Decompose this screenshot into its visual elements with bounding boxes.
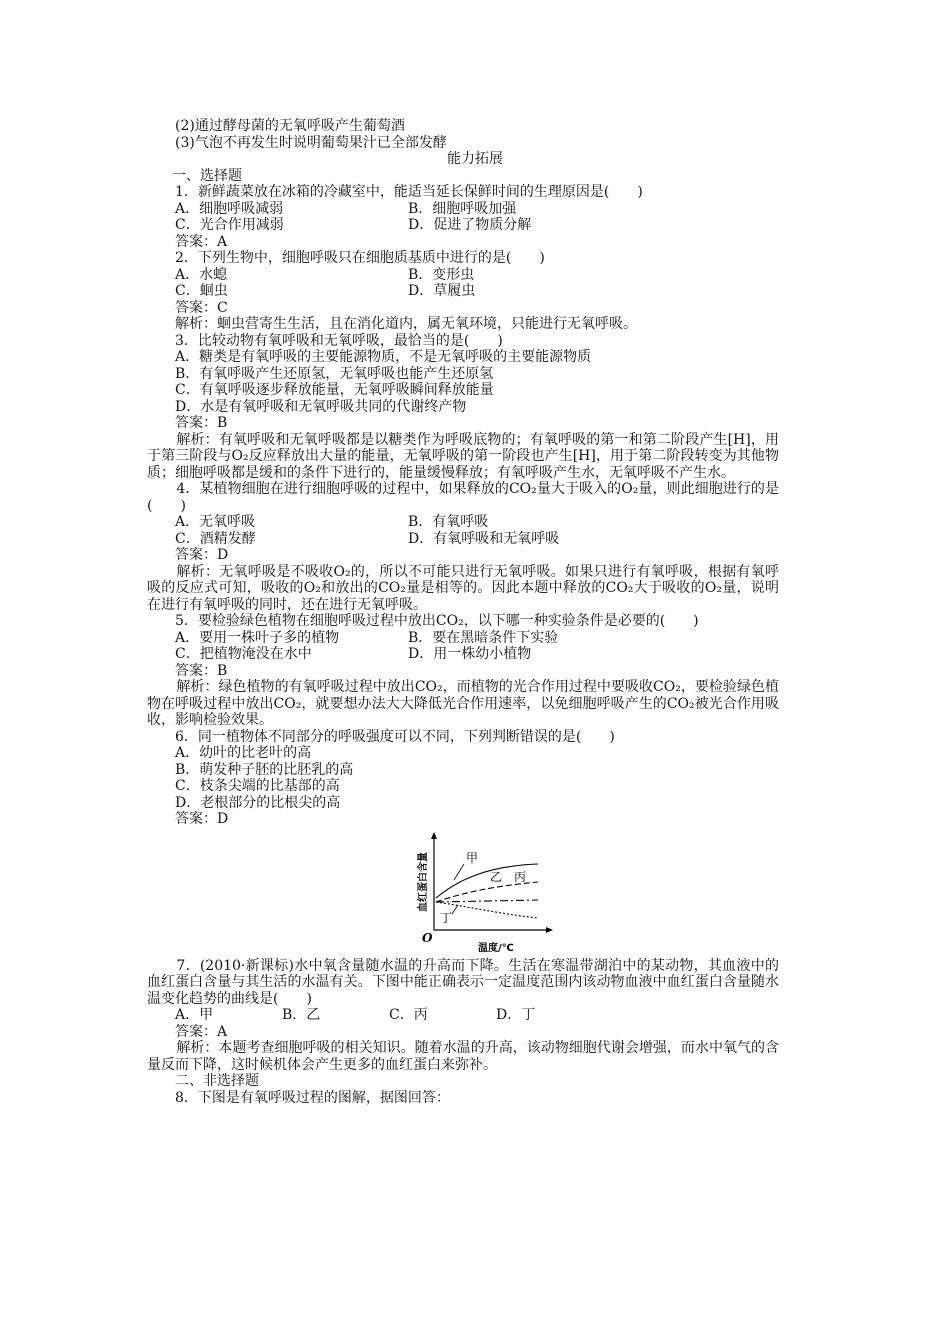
analysis: 解析：绿色植物的有氧呼吸过程中放出CO₂，而植物的光合作用过程中要吸收CO₂，要检验绿色植物在呼吸过程中放出CO₂，就要想办法大大降低光合作用速率，以免细胞呼吸产生的CO₂被光合作用吸收，影响检验效果。 xyxy=(147,679,779,728)
text-line: (3)气泡不再发生时说明葡萄果汁已全部发酵 xyxy=(175,134,447,151)
figure xyxy=(175,828,805,958)
option-d: D．有氧呼吸和无氧呼吸 xyxy=(408,530,560,547)
leader-line xyxy=(454,864,464,880)
option-b: B．萌发种子胚的比胚乳的高 xyxy=(175,761,354,778)
option-c: C．枝条尖端的比基部的高 xyxy=(175,778,340,794)
option-c: C．有氧呼吸逐步释放能量，无氧呼吸瞬间释放能量 xyxy=(175,382,494,398)
y-axis-arrow xyxy=(431,832,437,839)
origin-label: O xyxy=(422,930,433,945)
curve-yi xyxy=(436,882,538,902)
question-stem: 4．某植物细胞在进行细胞呼吸的过程中，如果释放的CO₂量大于吸入的O₂量，则此细胞进行的是( ) xyxy=(147,481,779,514)
hemoglobin-temperature-graph xyxy=(410,830,560,956)
question-stem: 5．要检验绿色植物在细胞呼吸过程中放出CO₂，以下哪一种实验条件是必要的( ) xyxy=(175,613,699,629)
part-title: 二、非选择题 xyxy=(175,1073,259,1089)
text-line: (2)通过酵母菌的无氧呼吸产生葡萄酒 xyxy=(175,118,405,134)
option-a: A．细胞呼吸减弱 xyxy=(175,200,284,217)
curve-label-yi: 乙 xyxy=(490,869,503,884)
curve-label-ding: 丁 xyxy=(440,910,453,925)
curve-label-bing: 丙 xyxy=(514,869,527,884)
answer: 答案：C xyxy=(175,299,228,316)
option-b: B．变形虫 xyxy=(408,266,475,283)
option-row xyxy=(175,630,805,647)
x-axis-arrow xyxy=(546,927,553,933)
option-a: A．糖类是有氧呼吸的主要能源物质，不是无氧呼吸的主要能源物质 xyxy=(175,349,592,365)
answer: 答案：D xyxy=(175,811,229,827)
option-row xyxy=(175,514,805,531)
option-d: D．草履虫 xyxy=(408,283,476,299)
answer: 答案：A xyxy=(175,233,228,250)
option-b: B．细胞呼吸加强 xyxy=(408,200,517,217)
option-d: D．丁 xyxy=(496,1007,536,1023)
answer: 答案：A xyxy=(175,1023,228,1040)
option-a: A．水螅 xyxy=(175,266,228,283)
option-a: A．幼叶的比老叶的高 xyxy=(175,745,312,761)
option-c: C．酒精发酵 xyxy=(175,530,256,547)
analysis: 解析：无氧呼吸是不吸收O₂的，所以不可能只进行无氧呼吸。如果只进行有氧呼吸，根据有氧呼吸的反应式可知，吸收的O₂和放出的CO₂量是相等的。因此本题中释放的CO₂大于吸收的O₂量，说明在进行有氧呼吸的同时，还在进行无氧呼吸。 xyxy=(147,563,779,613)
document-page xyxy=(147,118,805,1106)
option-row xyxy=(175,283,805,300)
option-c: C．丙 xyxy=(389,1007,428,1023)
option-row xyxy=(175,1007,805,1024)
option-row xyxy=(175,217,805,234)
question-stem: 8．下图是有氧呼吸过程的图解，据图回答： xyxy=(175,1089,450,1106)
section-title: 能力拓展 xyxy=(447,151,503,167)
option-d: D．促进了物质分解 xyxy=(408,217,532,233)
option-b: B．乙 xyxy=(282,1007,321,1023)
option-d: D．用一株幼小植物 xyxy=(408,646,532,662)
analysis: 解析：有氧呼吸和无氧呼吸都是以糖类作为呼吸底物的；有氧呼吸的第一和第二阶段产生[H]，用于第三阶段与O₂反应释放出大量的能量，无氧呼吸的第一阶段也产生[H]，用于第二阶段转变为其他物质；细胞呼吸都是缓和的条件下进行的，能量缓慢释放；有氧呼吸产生水，无氧呼吸不产生水。 xyxy=(147,431,779,481)
option-a: A．要用一株叶子多的植物 xyxy=(175,629,340,646)
analysis: 解析：蛔虫营寄生生活，且在消化道内，属无氧环境，只能进行无氧呼吸。 xyxy=(175,316,637,332)
answer: 答案：B xyxy=(175,662,228,679)
option-c: C．把植物淹没在水中 xyxy=(175,646,312,662)
option-a: A．甲 xyxy=(175,1007,214,1023)
x-axis-label: 温度/℃ xyxy=(478,942,514,954)
question-stem: 1．新鲜蔬菜放在冰箱的冷藏室中，能适当延长保鲜时间的生理原因是( ) xyxy=(175,184,643,200)
leader-line xyxy=(452,905,458,914)
option-c: C．光合作用减弱 xyxy=(175,217,284,233)
curve-label-jia: 甲 xyxy=(466,850,479,865)
curve-bing xyxy=(436,900,538,902)
option-row xyxy=(175,267,805,284)
y-axis-label: 血红蛋白含量 xyxy=(418,851,429,912)
answer: 答案：D xyxy=(175,547,229,563)
option-row xyxy=(175,531,805,548)
analysis: 解析：本题考查细胞呼吸的相关知识。随着水温的升高，该动物细胞代谢会增强，而水中氧气的含量反而下降，这时候机体会产生更多的血红蛋白来弥补。 xyxy=(147,1040,779,1073)
option-b: B．有氧呼吸产生还原氢，无氧呼吸也能产生还原氢 xyxy=(175,365,494,382)
answer: 答案：B xyxy=(175,415,228,431)
question-stem: 3．比较动物有氧呼吸和无氧呼吸，最恰当的是( ) xyxy=(175,332,503,349)
option-row xyxy=(175,646,805,663)
question-stem: 6．同一植物体不同部分的呼吸强度可以不同，下列判断错误的是( ) xyxy=(175,728,615,745)
option-b: B．有氧呼吸 xyxy=(408,514,489,530)
option-d: D．老根部分的比根尖的高 xyxy=(175,794,341,811)
option-b: B．要在黑暗条件下实验 xyxy=(408,629,559,646)
part-title: 一、选择题 xyxy=(172,167,242,184)
question-stem: 7．(2010·新课标)水中氧含量随水温的升高而下降。生活在寒温带湖泊中的某动物，其血液中的血红蛋白含量与其生活的水温有关。下图中能正确表示一定温度范围内该动物血液中血红蛋白含量随水温变化趋势的曲线是( ) xyxy=(147,957,779,1007)
option-d: D．水是有氧呼吸和无氧呼吸共同的代谢终产物 xyxy=(175,398,467,415)
option-c: C．蛔虫 xyxy=(175,283,228,299)
question-stem: 2．下列生物中，细胞呼吸只在细胞质基质中进行的是( ) xyxy=(175,250,545,266)
option-row xyxy=(175,201,805,218)
option-a: A．无氧呼吸 xyxy=(175,514,256,530)
